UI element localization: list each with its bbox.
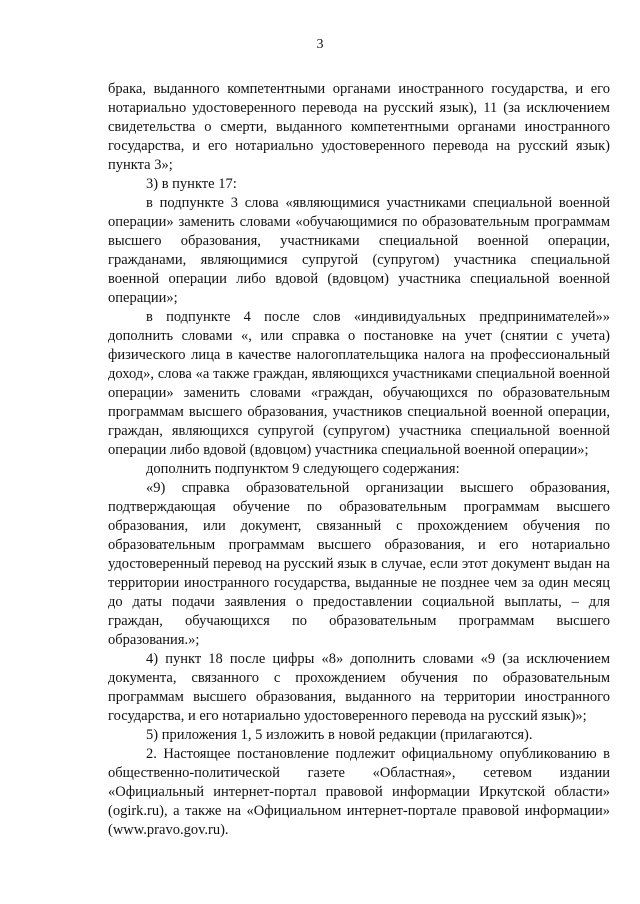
- paragraph-add-subitem-9: дополнить подпунктом 9 следующего содержания:: [146, 461, 460, 477]
- paragraph-item-5: 5) приложения 1, 5 изложить в новой редакции (прилагаются).: [146, 727, 533, 743]
- paragraph-item-3: 3) в пункте 17:: [146, 176, 237, 192]
- page-number: 3: [316, 37, 324, 52]
- document-body: [108, 80, 610, 840]
- paragraph-subitem-3: в подпункте 3 слова «являющимися участниками специальной военной операции» заменить словами «обучающимися по образовательным программам высшего образования, участниками специальной военной операции, гражданами, являющимися супругой (супругом) участника специальной военной операции либо вдовой (вдовцом) участника специальной военной операции»;: [108, 195, 610, 306]
- paragraph-item-4: 4) пункт 18 после цифры «8» дополнить словами «9 (за исключением документа, связанного с прохождением обучения по образовательным программам высшего образования, выданного на территории иностранного государства, и его нотариально удостоверенного перевода на русский язык)»;: [108, 651, 610, 724]
- paragraph-subitem-9-text: «9) справка образовательной организации высшего образования, подтверждающая обучение по образовательным программам высшего образования, или документ, связанный с прохождением обучения по образовательным программам высшего образования, и его нотариально удостоверенный перевод на русский язык в случае, если этот документ выдан на территории иностранного государства, выданные не позднее чем за один месяц до даты подачи заявления о предоставлении социальной выплаты, – для граждан, обучающихся по образовательным программам высшего образования.»;: [108, 480, 610, 648]
- paragraph-continuation: брака, выданного компетентными органами иностранного государства, и его нотариально удостоверенного перевода на русский язык), 11 (за исключением свидетельства о смерти, выданного компетентными органами иностранного государства, и его нотариально удостоверенного перевода на русский язык) пункта 3»;: [108, 81, 610, 173]
- paragraph-section-2: 2. Настоящее постановление подлежит официальному опубликованию в общественно-политической газете «Областная», сетевом издании «Официальный интернет-портал правовой информации Иркутской области» (ogirk.ru), а также на «Официальном интернет-портале правовой информации» (www.pravo.gov.ru).: [108, 746, 610, 838]
- paragraph-subitem-4: в подпункте 4 после слов «индивидуальных предпринимателей»» дополнить словами «, или справка о постановке на учет (снятии с учета) физического лица в качестве налогоплательщика налога на профессиональный доход», слова «а также граждан, являющихся участниками специальной военной операции» заменить словами «граждан, обучающихся по образовательным программам высшего образования, участников специальной военной операции, граждан, являющихся супругой (супругом) участника специальной военной операции либо вдовой (вдовцом) участника специальной военной операции»;: [108, 309, 610, 458]
